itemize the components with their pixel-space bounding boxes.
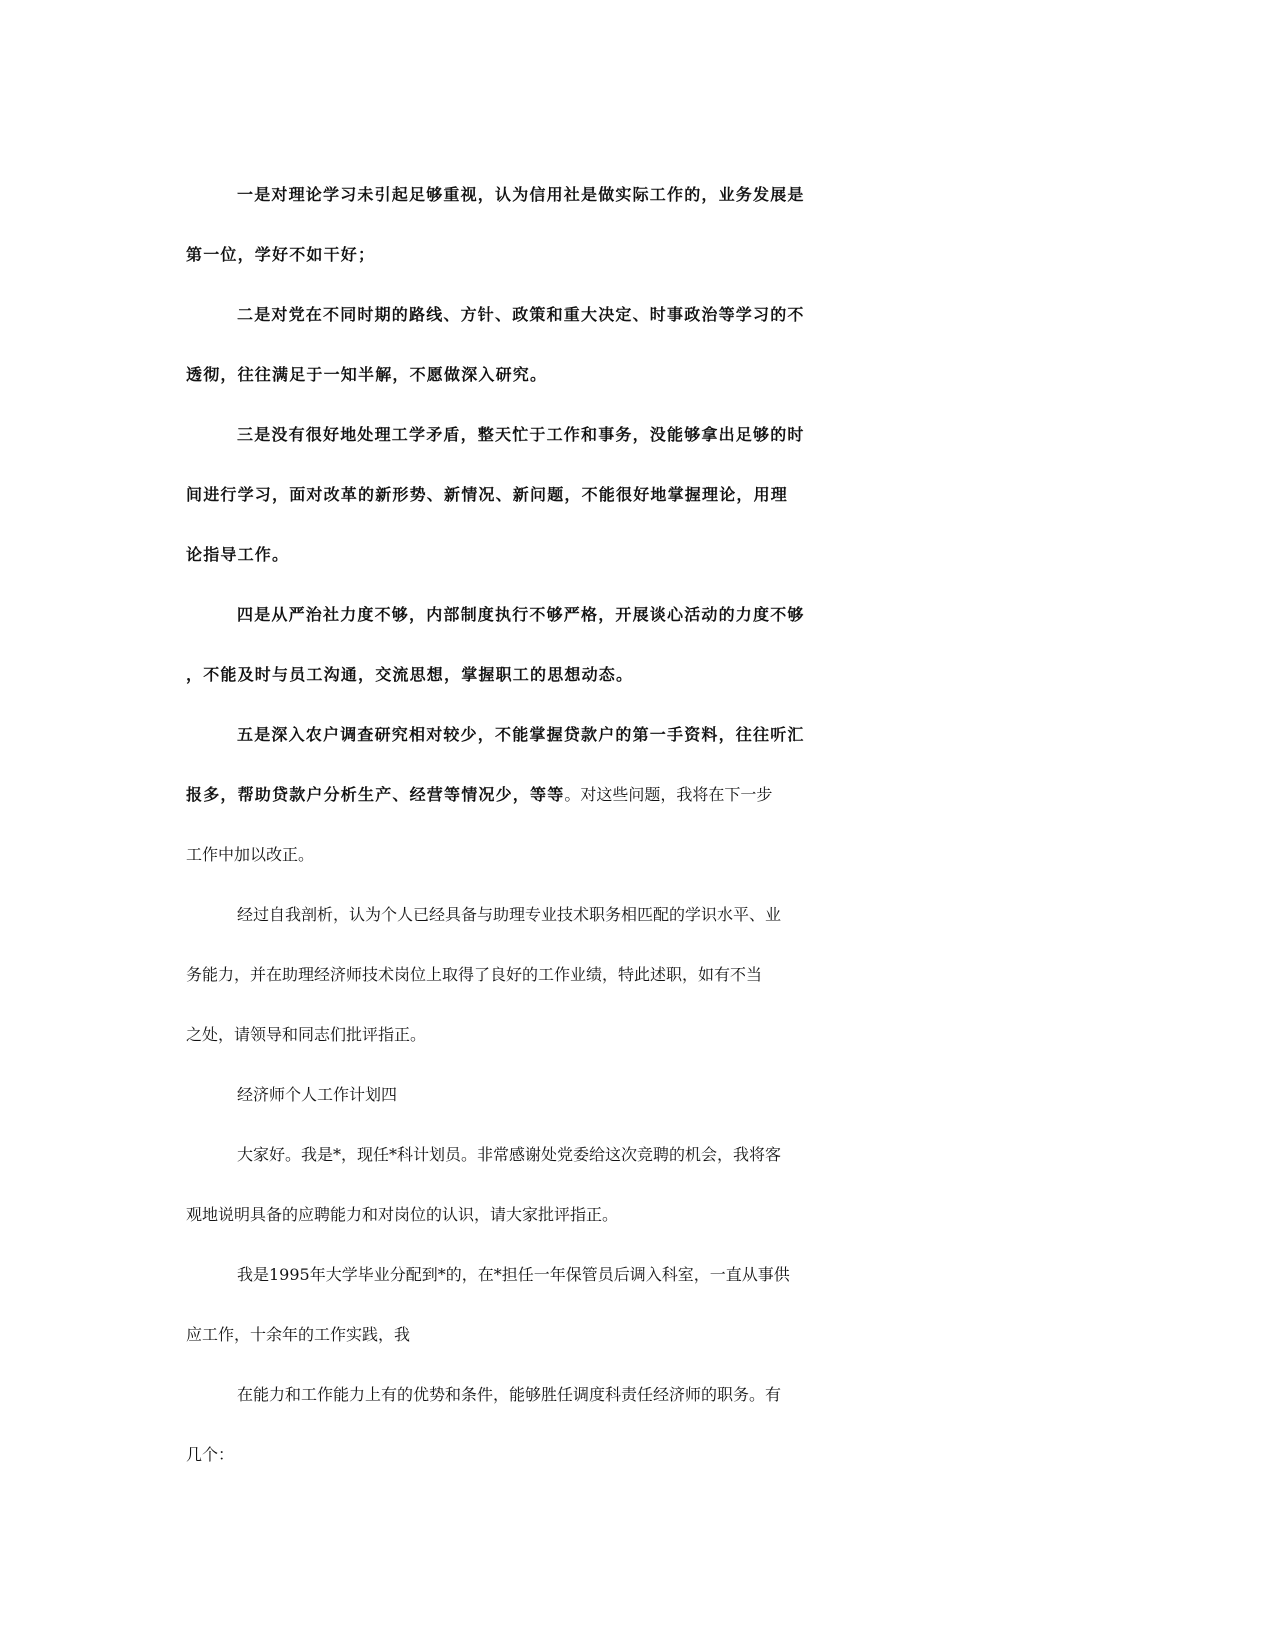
- normal-segment: 。对这些问题，我将在下一步: [564, 785, 773, 804]
- paragraph-line: 五是深入农户调查研究相对较少，不能掌握贷款户的第一手资料，往往听汇: [237, 725, 805, 744]
- paragraph-line-mixed: [186, 765, 1086, 825]
- paragraph-2: [186, 285, 1086, 405]
- paragraph-9: [186, 1245, 1086, 1365]
- paragraph-5: [186, 705, 1086, 885]
- paragraph-line: 在能力和工作能力上有的优势和条件，能够胜任调度科责任经济师的职务。有: [237, 1385, 782, 1404]
- paragraph-line: 之处，请领导和同志们批评指正。: [186, 1025, 427, 1044]
- section-heading-text: 经济师个人工作计划四: [237, 1085, 398, 1104]
- paragraph-line: 论指导工作。: [186, 545, 290, 564]
- paragraph-6: [186, 885, 1086, 1065]
- paragraph-1: [186, 165, 1086, 285]
- paragraph-line: 二是对党在不同时期的路线、方针、政策和重大决定、时事政治等学习的不: [237, 305, 805, 324]
- paragraph-line: 一是对理论学习未引起足够重视，认为信用社是做实际工作的，业务发展是: [237, 185, 805, 204]
- paragraph-10: [186, 1365, 1086, 1485]
- paragraph-4: [186, 585, 1086, 705]
- paragraph-line: 观地说明具备的应聘能力和对岗位的认识，请大家批评指正。: [186, 1205, 619, 1224]
- paragraph-line: 经过自我剖析，认为个人已经具备与助理专业技术职务相匹配的学识水平、业: [237, 905, 782, 924]
- section-heading: [186, 1065, 1086, 1125]
- paragraph-line: 间进行学习，面对改革的新形势、新情况、新问题，不能很好地掌握理论，用理: [186, 485, 789, 504]
- paragraph-3: [186, 405, 1086, 585]
- paragraph-line: ，不能及时与员工沟通，交流思想，掌握职工的思想动态。: [186, 665, 634, 684]
- paragraph-line: 透彻，往往满足于一知半解，不愿做深入研究。: [186, 365, 548, 384]
- paragraph-line: 工作中加以改正。: [186, 845, 315, 864]
- paragraph-8: [186, 1125, 1086, 1245]
- paragraph-line: 第一位，学好不如干好；: [186, 245, 376, 264]
- document-body: [186, 165, 1086, 1485]
- paragraph-line: 大家好。我是*，现任*科计划员。非常感谢处党委给这次竞聘的机会，我将客: [237, 1145, 782, 1164]
- paragraph-line: 应工作，十余年的工作实践，我: [186, 1325, 411, 1344]
- paragraph-line: 我是1995年大学毕业分配到*的，在*担任一年保管员后调入科室，一直从事供: [237, 1265, 790, 1284]
- paragraph-line: 务能力，并在助理经济师技术岗位上取得了良好的工作业绩，特此述职，如有不当: [186, 965, 763, 984]
- paragraph-line: 三是没有很好地处理工学矛盾，整天忙于工作和事务，没能够拿出足够的时: [237, 425, 805, 444]
- bold-segment: 报多，帮助贷款户分析生产、经营等情况少，等等: [186, 785, 565, 804]
- paragraph-line: 几个：: [186, 1445, 235, 1464]
- paragraph-line: 四是从严治社力度不够，内部制度执行不够严格，开展谈心活动的力度不够: [237, 605, 805, 624]
